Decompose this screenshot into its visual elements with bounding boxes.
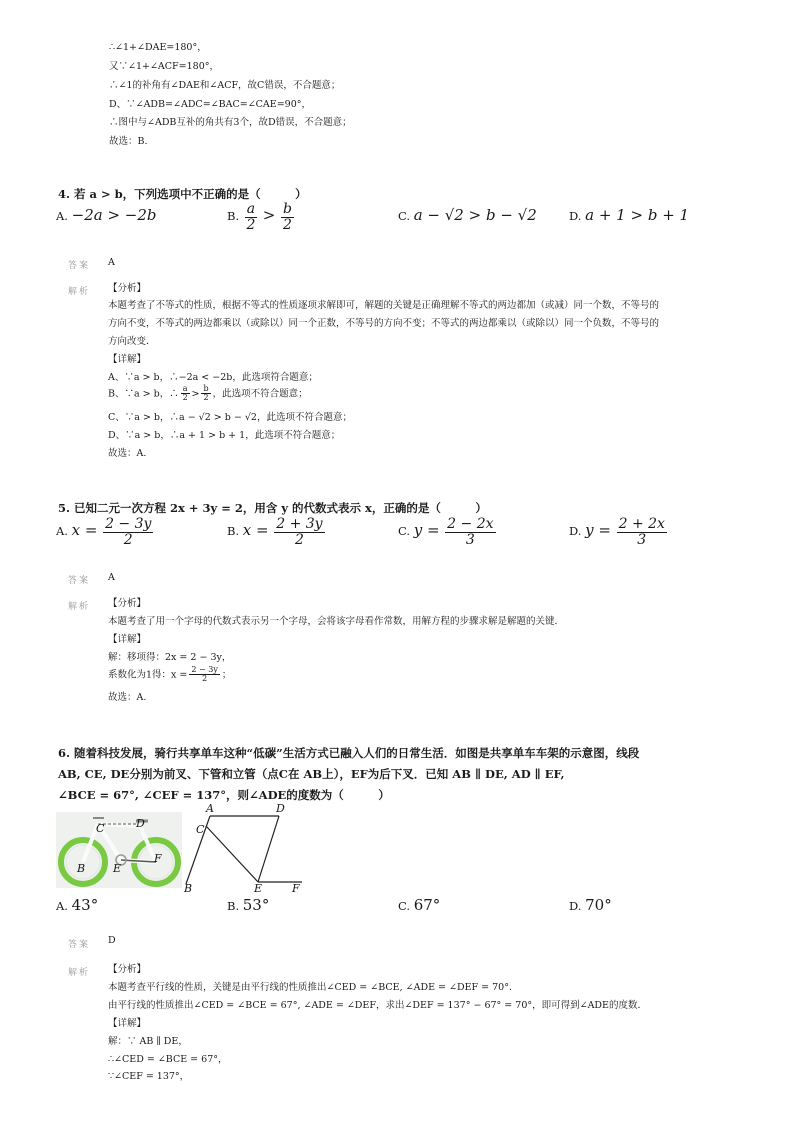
q4-option-b-fraction-a bbox=[245, 202, 257, 232]
q4-answer: A bbox=[108, 257, 115, 268]
q5-option-a-letter: A. bbox=[56, 524, 68, 539]
q6-option-c-letter: C. bbox=[398, 899, 411, 913]
q5-option-a-den: 2 bbox=[123, 531, 133, 548]
prev-solution-line-5: ∴图中与∠ADB互补的角共有3个，故D错误，不合题意； bbox=[109, 117, 352, 128]
prev-solution-line-3: ∴∠1的补角有∠DAE和∠ACF，故C错误，不合题意； bbox=[109, 80, 341, 91]
q6-option-a[interactable] bbox=[56, 896, 98, 914]
q4-detail-line-2 bbox=[108, 385, 308, 403]
q4-option-c-text: a − √2 > b − √2 bbox=[413, 206, 537, 224]
q4-option-b-fraction-b bbox=[281, 202, 294, 232]
q5-option-c-num: 2 − 2x bbox=[447, 516, 494, 532]
q5-detail-line-3: 故选：A. bbox=[108, 692, 147, 703]
q6-option-c-text: 67° bbox=[413, 896, 441, 914]
q5-option-a[interactable] bbox=[56, 517, 155, 547]
q5-option-b-lhs: x = bbox=[242, 521, 269, 540]
q4-analysis-head: 【分析】 bbox=[108, 283, 147, 294]
q5-detail-line-2-post: ； bbox=[221, 669, 232, 681]
q5-answer: A bbox=[108, 572, 115, 583]
q4-analysis-line-1: 本题考查了不等式的性质，根据不等式的性质逐项求解即可，解题的关键是正确理解不等式的两边都加（或减）同一个数，不等号的 bbox=[108, 300, 660, 311]
q5-option-b-letter: B. bbox=[227, 524, 240, 539]
bike-label-d: D bbox=[136, 817, 145, 830]
q4-option-d-text: a + 1 > b + 1 bbox=[585, 206, 690, 224]
q4-option-d[interactable] bbox=[569, 206, 689, 224]
q4-detail-den1: 2 bbox=[182, 393, 188, 403]
q5-option-d-fraction bbox=[617, 517, 667, 547]
segment-de bbox=[258, 816, 279, 882]
q4-detail-gt: > bbox=[191, 388, 200, 400]
q6-stem-line-2: AB, CE, DE分别为前叉、下管和立管（点C在 AB上），EF为后下叉．已知 AB ∥ DE, AD ∥ EF, bbox=[58, 767, 565, 781]
q6-answer-label: 答案 bbox=[68, 940, 91, 950]
bike-photo bbox=[56, 812, 182, 888]
q6-detail-line-2: ∴∠CED = ∠BCE = 67°， bbox=[108, 1054, 228, 1065]
q5-option-d-letter: D. bbox=[569, 524, 582, 539]
q4-option-b-num2: b bbox=[283, 201, 292, 217]
q4-detail-den2: 2 bbox=[203, 393, 209, 403]
q5-analysis-line-1: 本题考查了用一个字母的代数式表示另一个字母，会将该字母看作常数，用解方程的步骤求解是解题的关键． bbox=[108, 616, 565, 627]
q6-option-b[interactable] bbox=[227, 896, 269, 914]
q5-option-a-num: 2 − 3y bbox=[105, 516, 152, 532]
q4-analysis-label: 解析 bbox=[68, 287, 91, 297]
q6-option-a-letter: A. bbox=[56, 899, 68, 913]
q4-option-a[interactable] bbox=[56, 206, 157, 224]
diagram-label-c: C bbox=[196, 823, 205, 836]
q5-option-d-lhs: y = bbox=[585, 521, 611, 540]
q4-detail-line-2-post: ，此选项不符合题意； bbox=[212, 388, 308, 400]
diagram-label-f: F bbox=[292, 882, 300, 895]
q5-option-b-num: 2 + 3y bbox=[276, 516, 323, 532]
q4-option-b-den2: 2 bbox=[283, 216, 292, 233]
diagram-label-d: D bbox=[276, 802, 285, 815]
q6-option-d-text: 70° bbox=[585, 896, 612, 914]
bike-label-c: C bbox=[96, 822, 105, 835]
q6-stem-line-1: 6. 随着科技发展，骑行共享单车这种“低碳”生活方式已融入人们的日常生活．如图是共享单车车架的示意图，线段 bbox=[58, 746, 640, 760]
diagram-label-a: A bbox=[206, 802, 214, 815]
prev-solution-line-6: 故选：B. bbox=[109, 136, 148, 147]
q4-detail-num2: b bbox=[203, 384, 209, 393]
q5-detail-line-2-pre: 系数化为1得：x = bbox=[108, 669, 188, 681]
prev-solution-line-4: D、∵∠ADB=∠ADC=∠BAC=∠CAE=90°， bbox=[109, 99, 312, 110]
bike-label-e: E bbox=[113, 862, 122, 875]
q5-option-d-num: 2 + 2x bbox=[618, 516, 665, 532]
q5-option-a-lhs: x = bbox=[71, 521, 98, 540]
q5-answer-label: 答案 bbox=[68, 576, 91, 586]
diagram-label-b: B bbox=[184, 882, 193, 895]
q5-analysis-head: 【分析】 bbox=[108, 598, 147, 609]
q6-option-b-text: 53° bbox=[242, 896, 270, 914]
bike-label-b: B bbox=[77, 862, 86, 875]
q4-option-b-num1: a bbox=[246, 201, 256, 217]
q5-detail-line-2 bbox=[108, 666, 231, 684]
q6-option-a-text: 43° bbox=[71, 896, 99, 914]
q6-analysis-label: 解析 bbox=[68, 968, 91, 978]
q4-analysis-line-2: 方向不变，不等式的两边都乘以（或除以）同一个正数，不等号的方向不变；不等式的两边都乘以（或除以）同一个负数，不等号的 bbox=[108, 318, 660, 329]
q6-analysis-head: 【分析】 bbox=[108, 964, 147, 975]
q6-stem-line-3: ∠BCE = 67°, ∠CEF = 137°，则∠ADE的度数为（ ） bbox=[58, 788, 390, 802]
q5-stem: 5. 已知二元一次方程 2x + 3y = 2，用含 y 的代数式表示 x，正确的是（ ） bbox=[58, 501, 487, 515]
q4-detail-line-1: A、∵a > b，∴−2a < −2b，此选项符合题意； bbox=[108, 372, 318, 383]
q5-option-c-lhs: y = bbox=[413, 521, 440, 540]
q5-detail-fraction bbox=[189, 666, 220, 684]
q4-option-b[interactable] bbox=[227, 202, 296, 232]
q4-detail-fraction-a bbox=[181, 385, 190, 403]
prev-solution-line-2: 又∵∠1+∠ACF=180°， bbox=[109, 61, 219, 72]
q5-analysis-label: 解析 bbox=[68, 602, 91, 612]
segment-ce bbox=[206, 826, 258, 882]
q4-answer-label: 答案 bbox=[68, 261, 91, 271]
q4-option-a-letter: A. bbox=[56, 209, 68, 223]
q4-detail-line-2-pre: B、∵a > b，∴ bbox=[108, 388, 179, 400]
q5-detail-num: 2 − 3y bbox=[191, 665, 218, 674]
q4-option-c[interactable] bbox=[398, 206, 537, 224]
q4-option-d-letter: D. bbox=[569, 209, 582, 223]
q5-detail-line-1: 解：移项得：2x = 2 − 3y， bbox=[108, 652, 232, 663]
q6-detail-line-1: 解：∵ AB ∥ DE， bbox=[108, 1036, 188, 1047]
q4-detail-line-3: C、∵a > b，∴a − √2 > b − √2，此选项不符合题意； bbox=[108, 412, 352, 423]
bike-label-f: F bbox=[154, 852, 162, 865]
q5-detail-head: 【详解】 bbox=[108, 634, 147, 645]
q5-option-d-den: 3 bbox=[637, 531, 647, 548]
q4-option-b-gt: > bbox=[262, 206, 276, 225]
q4-detail-line-4: D、∵a > b，∴a + 1 > b + 1，此选项不符合题意； bbox=[108, 430, 341, 441]
q5-option-d[interactable] bbox=[569, 517, 669, 547]
q5-option-c-letter: C. bbox=[398, 524, 411, 539]
q5-option-c-fraction bbox=[445, 517, 495, 547]
q5-option-b-fraction bbox=[274, 517, 324, 547]
q5-detail-den: 2 bbox=[202, 674, 208, 684]
q4-detail-line-5: 故选：A. bbox=[108, 448, 147, 459]
q5-option-b[interactable] bbox=[227, 517, 327, 547]
q6-detail-head: 【详解】 bbox=[108, 1018, 147, 1029]
q4-detail-head: 【详解】 bbox=[108, 354, 147, 365]
diagram-label-e: E bbox=[254, 882, 263, 895]
q4-detail-fraction-b bbox=[201, 385, 210, 403]
q6-detail-line-3: ∵∠CEF = 137°， bbox=[108, 1071, 190, 1082]
q4-option-b-letter: B. bbox=[227, 209, 240, 224]
q6-answer: D bbox=[108, 935, 116, 946]
q6-option-b-letter: B. bbox=[227, 899, 240, 913]
q4-option-b-den1: 2 bbox=[246, 216, 256, 233]
q5-option-b-den: 2 bbox=[294, 531, 304, 548]
q6-analysis-line-2: 由平行线的性质推出∠CED = ∠BCE = 67°, ∠ADE = ∠DEF，求出∠DEF = 137° − 67° = 70°，即可得到∠ADE的度数． bbox=[108, 1000, 647, 1011]
q4-detail-num1: a bbox=[182, 384, 188, 393]
q5-option-c-den: 3 bbox=[465, 531, 475, 548]
q6-option-d-letter: D. bbox=[569, 899, 582, 913]
bike-photo-drawing bbox=[56, 812, 182, 888]
q6-option-c[interactable] bbox=[398, 896, 440, 914]
q5-option-a-fraction bbox=[103, 517, 153, 547]
q5-option-c[interactable] bbox=[398, 517, 498, 547]
q6-option-d[interactable] bbox=[569, 896, 612, 914]
q4-stem: 4. 若 a > b，下列选项中不正确的是（ ） bbox=[58, 187, 307, 201]
q4-option-a-text: −2a > −2b bbox=[71, 206, 157, 224]
q4-option-c-letter: C. bbox=[398, 209, 411, 223]
prev-solution-line-1: ∴∠1+∠DAE=180°， bbox=[109, 42, 207, 53]
q6-analysis-line-1: 本题考查平行线的性质，关键是由平行线的性质推出∠CED = ∠BCE, ∠ADE = ∠DEF = 70°． bbox=[108, 982, 519, 993]
q4-analysis-line-3: 方向改变． bbox=[108, 336, 156, 347]
